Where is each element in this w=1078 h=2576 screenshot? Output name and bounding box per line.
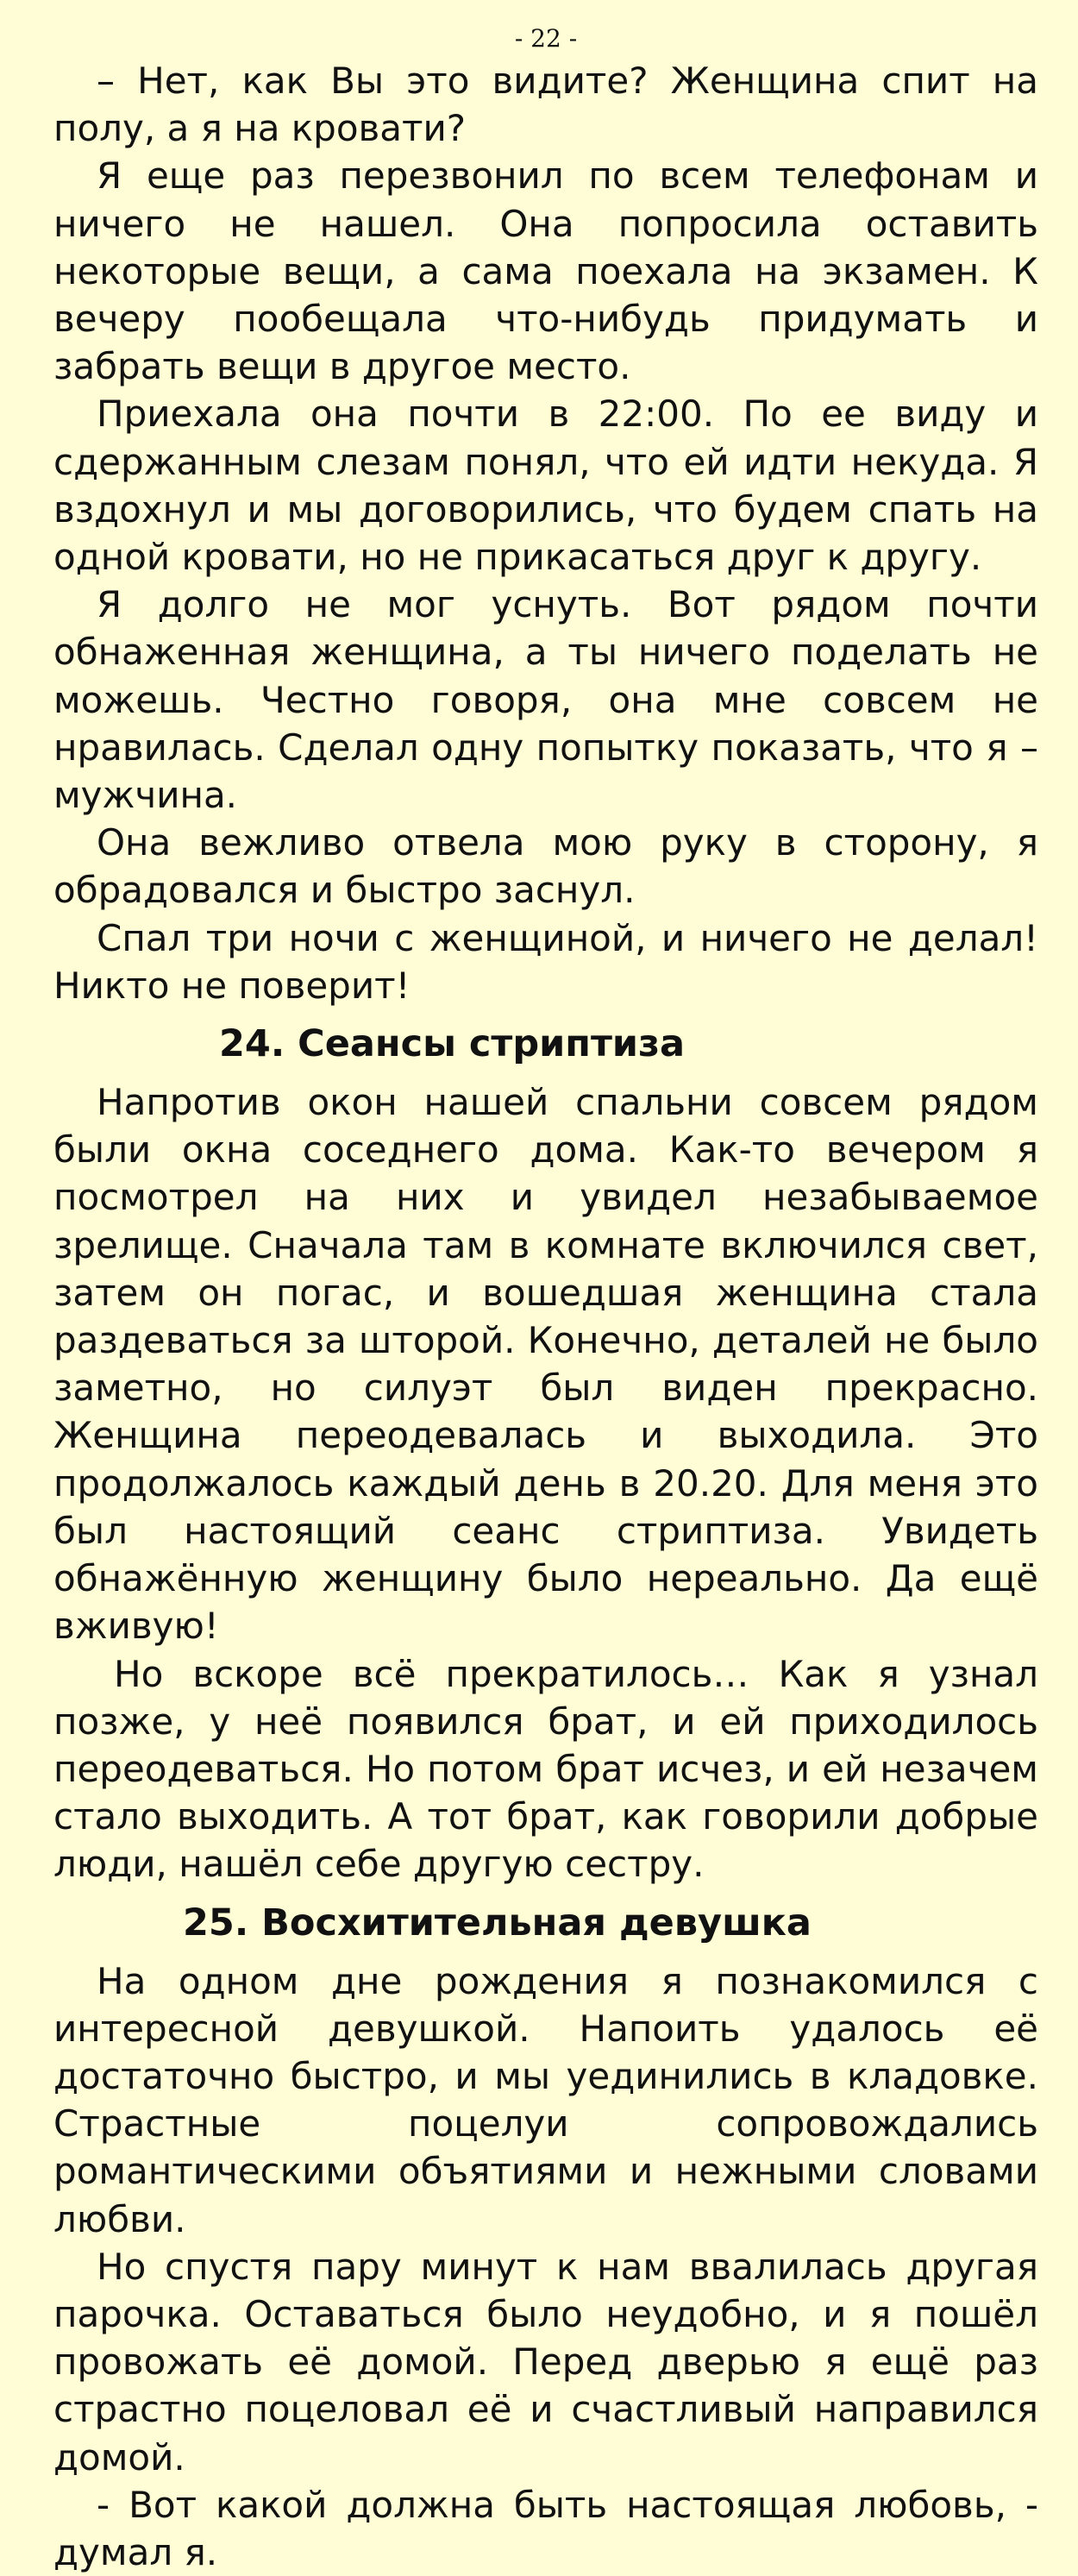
section-heading-24: 24. Сеансы стриптиза xyxy=(219,1022,686,1066)
paragraph: Напротив окон нашей спальни совсем рядом были окна соседнего дома. Как-то вечером я посмотрел на них и увидел незабываемое зрелище. Сначала там в комнате включился свет, затем он погас, и вошедшая женщина стала раздеваться за шторой. Конечно, деталей не было заметно, но силуэт был виден прекрасно. Женщина переодевалась и выходила. Это продолжалось каждый день в 20.20. Для меня это был настоящий сеанс стриптиза. Увидеть обнажённую женщину было нереально. Да ещё вживую! xyxy=(53,1081,1038,1648)
paragraph: Она вежливо отвела мою руку в сторону, я обрадовался и быстро заснул. xyxy=(53,821,1038,912)
paragraph: Спал три ночи с женщиной, и ничего не делал! Никто не поверит! xyxy=(53,916,1038,1007)
paragraph: - Вот какой должна быть настоящая любовь, - думал я. xyxy=(53,2483,1038,2573)
paragraph: Приехала она почти в 22:00. По ее виду и сдержанным слезам понял, что ей идти некуда. Я вздохнул и мы договорились, что будем спать на одной кровати, но не прикасаться друг к другу. xyxy=(53,393,1038,579)
paragraph: – Нет, как Вы это видите? Женщина спит на полу, а я на кровати? xyxy=(53,60,1038,150)
section-heading-25: 25. Восхитительная девушка xyxy=(183,1901,812,1945)
paragraph: Но вскоре всё прекратилось… Как я узнал позже, у неё появился брат, и ей приходилось переодеваться. Но потом брат исчез, и ей незачем стало выходить. А тот брат, как говорили добрые люди, нашёл себе другую сестру. xyxy=(53,1652,1038,1886)
paragraph: Я еще раз перезвонил по всем телефонам и ничего не нашел. Она попросила оставить некоторые вещи, а сама поехала на экзамен. К вечеру пообещала что-нибудь придумать и забрать вещи в другое место. xyxy=(53,154,1038,388)
paragraph: Я долго не мог уснуть. Вот рядом почти обнаженная женщина, а ты ничего поделать не можешь. Честно говоря, она мне совсем не нравилась. Сделал одну попытку показать, что я – мужчина. xyxy=(53,583,1038,817)
paragraph: Но спустя пару минут к нам ввалилась другая парочка. Оставаться было неудобно, и я пошёл провожать её домой. Перед дверью я ещё раз страстно поцеловал её и счастливый направился домой. xyxy=(53,2245,1038,2479)
paragraph: На одном дне рождения я познакомился с интересной девушкой. Напоить удалось её достаточно быстро, и мы уединились в кладовке. Страстные поцелуи сопровождались романтическими объятиями и нежными словами любви. xyxy=(53,1959,1038,2240)
page-number: - 22 - xyxy=(514,24,578,53)
